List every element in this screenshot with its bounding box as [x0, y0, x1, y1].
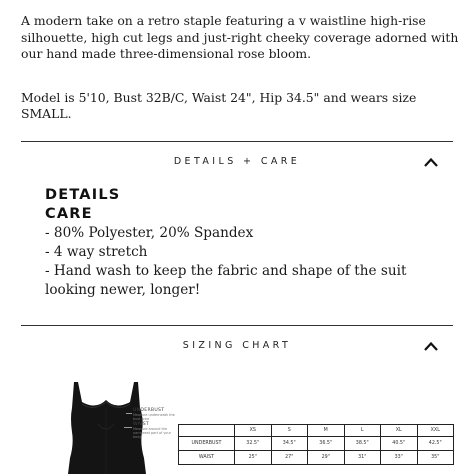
table-header-cell: XL — [381, 425, 418, 437]
accordion-header-details-care[interactable] — [21, 153, 453, 173]
table-cell: 29" — [308, 451, 345, 465]
table-cell: 42.5" — [417, 437, 454, 451]
table-cell: 33" — [381, 451, 418, 465]
table-header-cell: L — [344, 425, 381, 437]
list-item: - 4 way stretch — [45, 244, 148, 260]
annotation-sub: Measure underneath the bust area — [133, 413, 175, 421]
chevron-up-icon[interactable] — [423, 339, 439, 353]
table-cell: 38.5" — [344, 437, 381, 451]
table-header-cell: XS — [235, 425, 272, 437]
model-info: Model is 5'10, Bust 32B/C, Waist 24", Hip 34.5" and wears size SMALL. — [21, 90, 417, 121]
chevron-up-icon[interactable] — [423, 155, 439, 169]
table-header-cell: M — [308, 425, 345, 437]
list-item: - Hand wash to keep the fabric and shape of the suit looking newer, longer! — [45, 263, 407, 298]
size-table — [178, 424, 454, 465]
accordion-title: DETAILS + CARE — [173, 156, 301, 167]
table-row — [179, 437, 454, 451]
table-row-label: UNDERBUST — [179, 437, 235, 451]
table-header-cell: XXL — [417, 425, 454, 437]
table-cell: 40.5" — [381, 437, 418, 451]
product-description: A modern take on a retro staple featuring a v waistline high-rise silhouette, high cut legs and just-right cheeky coverage adorned with our hand made three-dimensional rose bloom. — [21, 13, 459, 62]
divider — [21, 325, 453, 326]
table-row — [179, 451, 454, 465]
accordion-title: SIZING CHART — [182, 340, 292, 351]
care-heading: CARE — [45, 206, 93, 222]
list-item: - 80% Polyester, 20% Spandex — [45, 225, 254, 241]
table-cell: 27" — [271, 451, 308, 465]
table-header-cell: S — [271, 425, 308, 437]
sizing-chart-panel — [0, 374, 474, 474]
annotation-sub: Measure around the narrowest part of your body — [133, 427, 171, 439]
leader-line — [124, 427, 132, 428]
divider — [21, 141, 453, 142]
table-cell: 31" — [344, 451, 381, 465]
table-header-cell — [179, 425, 235, 437]
details-heading: DETAILS — [45, 187, 121, 203]
accordion-header-sizing-chart[interactable] — [21, 337, 453, 357]
details-care-panel — [45, 186, 445, 300]
table-cell: 35" — [417, 451, 454, 465]
table-cell: 36.5" — [308, 437, 345, 451]
leader-line — [126, 413, 132, 414]
table-header-row — [179, 425, 454, 437]
table-cell: 25" — [235, 451, 272, 465]
table-cell: 32.5" — [235, 437, 272, 451]
waist-annotation — [133, 422, 177, 439]
annotation-label: WAIST — [133, 422, 150, 427]
annotation-label: UNDERBUST — [133, 408, 165, 413]
underbust-annotation — [133, 408, 177, 421]
table-cell: 34.5" — [271, 437, 308, 451]
table-row-label: WAIST — [179, 451, 235, 465]
